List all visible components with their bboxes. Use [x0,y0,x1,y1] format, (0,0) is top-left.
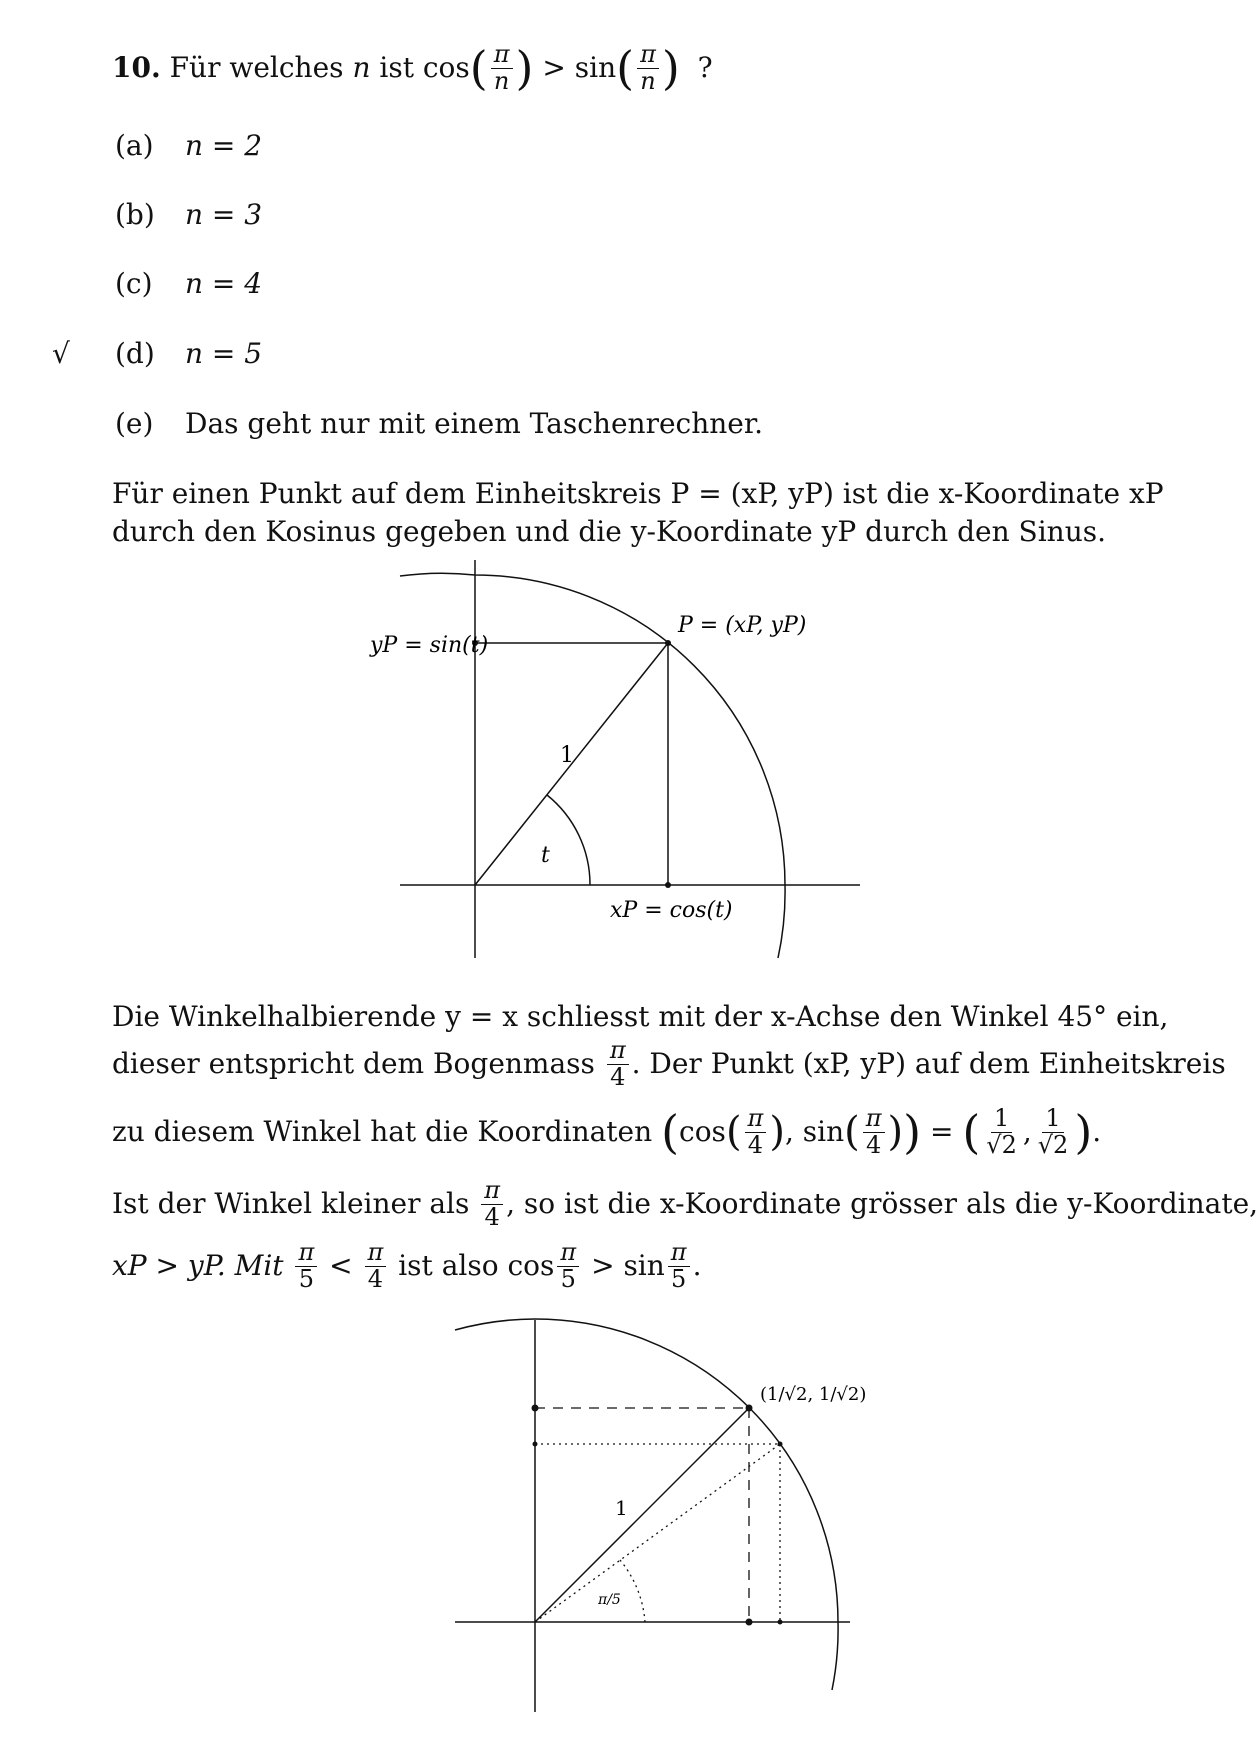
fraction-pi-4: $\frac{\pi}{4}$ [481,1178,503,1229]
fraction-pi-5: $\frac{\pi}{5}$ [295,1240,317,1291]
point-p-label: P = (xP, yP) [678,613,807,638]
angle-label: π/5 [598,1592,621,1608]
question-prefix: Für welches [169,51,344,84]
greater-sign: > [542,51,566,84]
fraction-1-sqrt2: $\frac{1}{√2}$ [1037,1104,1069,1159]
explanation1-line1: Für einen Punkt auf dem Einheitskreis P = (xP, yP) ist die x-Koordinate xP [112,477,1164,510]
paren-open: ( [616,41,635,95]
fraction-pi-4: $\frac{\pi}{4}$ [607,1038,629,1089]
radius-pi5 [535,1444,780,1622]
explanation2-line2: dieser entspricht dem Bogenmass $\frac{\pi}{4}$ . Der Punkt (xP, yP) auf dem Einheitskreis [112,1036,1226,1091]
angle-label: t [541,843,550,868]
point-xp [665,882,671,888]
fraction-pi-4: $\frac{\pi}{4}$ [745,1106,767,1157]
question-line [112,38,713,98]
option-a[interactable]: (a) n = 2 [115,129,263,162]
unit-circle-figure-1 [370,560,900,970]
fraction-pi-n: $\frac{\pi}{n}$ [491,42,513,93]
explanation1-line2: durch den Kosinus gegeben und die y-Koordinate yP durch den Sinus. [112,515,1107,548]
option-c[interactable]: (c) n = 4 [115,267,263,300]
explanation2-line5: xP > yP. Mit $\frac{\pi}{5}$ < $\frac{\pi}{4}$ ist also cos $\frac{\pi}{5}$ > sin $\frac{\pi}{5}$ . [112,1238,702,1293]
option-b[interactable]: (b) n = 3 [115,198,263,231]
unit-circle-figure-2 [450,1320,880,1720]
radius-45 [535,1408,749,1622]
angle-arc [620,1560,645,1622]
check-icon: √ [52,337,70,370]
question-cos: cos [422,51,470,84]
question-var-n: n [352,51,371,84]
point-ypi5 [533,1442,538,1447]
radius-label: 1 [615,1496,628,1520]
point-y45 [532,1405,539,1412]
question-ist: ist [379,51,414,84]
point-pi5 [778,1442,783,1447]
explanation2-line1: Die Winkelhalbierende y = x schliesst mit der x-Achse den Winkel 45° ein, [112,1000,1169,1033]
point-x45 [746,1619,753,1626]
paren-open: ( [469,41,488,95]
point-45-label: (1/√2, 1/√2) [760,1384,867,1405]
fraction-1-sqrt2: $\frac{1}{√2}$ [986,1104,1017,1159]
question-mark: ? [697,51,713,84]
xp-label: xP = cos(t) [610,898,733,923]
point-45 [746,1405,753,1412]
yp-label: yP = sin(t) [370,633,489,658]
fraction-pi-n: $\frac{\pi}{n}$ [637,42,659,93]
fraction-pi-4: $\frac{\pi}{4}$ [863,1106,885,1157]
question-number: 10. [112,51,161,84]
explanation2-line3: zu diesem Winkel hat die Koordinaten ( cos ( $\frac{\pi}{4}$ ) , sin ( $\frac{\pi}{4}$ ) ) = ( $\frac{1}{√2}$ , $\frac{1}{√2}$ ) . [112,1104,1102,1159]
radius-label: 1 [560,743,574,768]
fraction-pi-4: $\frac{\pi}{4}$ [365,1240,387,1291]
option-d[interactable]: (d) n = 5 [115,337,263,370]
fraction-pi-5: $\frac{\pi}{5}$ [668,1240,690,1291]
explanation2-line4: Ist der Winkel kleiner als $\frac{\pi}{4}$ , so ist die x-Koordinate grösser als die y-Koordinate, [112,1176,1258,1231]
paren-close: ) [515,41,534,95]
point-xpi5 [778,1620,783,1625]
question-sin: sin [574,51,617,84]
fraction-pi-5: $\frac{\pi}{5}$ [557,1240,579,1291]
option-e[interactable]: (e) Das geht nur mit einem Taschenrechner. [115,407,764,440]
paren-close: ) [661,41,680,95]
point-p [665,640,671,646]
angle-arc [547,795,590,885]
